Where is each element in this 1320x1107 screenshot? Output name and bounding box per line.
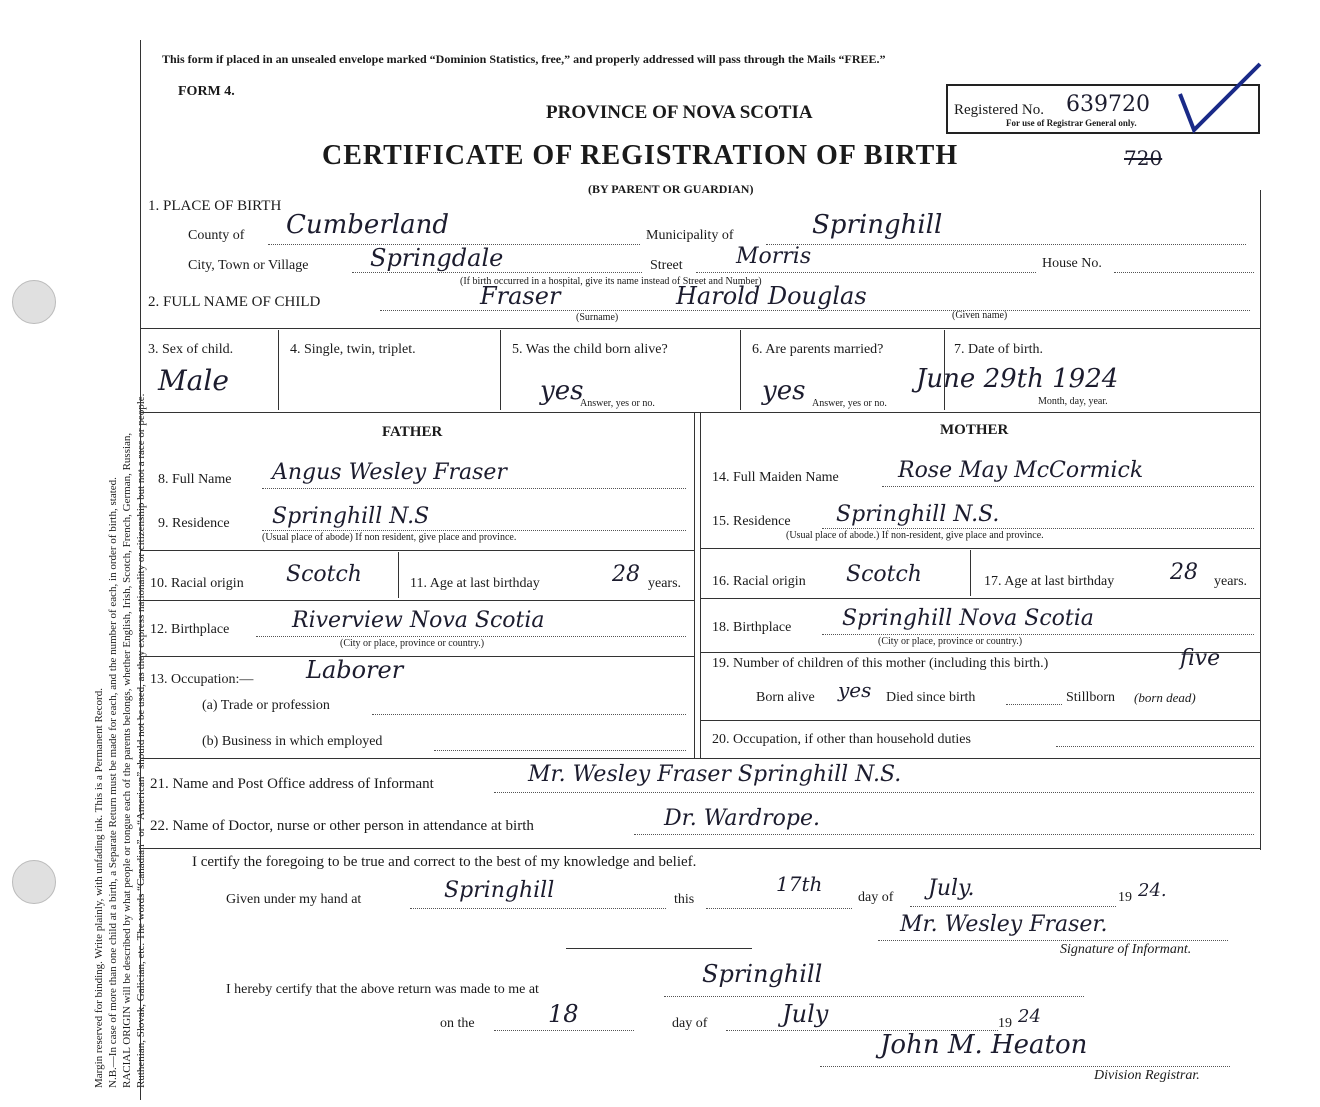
- child-name-line: [380, 310, 1250, 311]
- registrar-statement: I hereby certify that the above return was made to me at: [226, 982, 539, 997]
- mother-divider-3: [700, 652, 1260, 653]
- city-value: Springdale: [370, 244, 504, 272]
- doctor-line: [634, 834, 1254, 835]
- mother-birthplace-note: (City or place, province or country.): [878, 636, 1023, 647]
- child-given-name: Harold Douglas: [676, 282, 867, 310]
- province-heading: PROVINCE OF NOVA SCOTIA: [546, 102, 813, 123]
- given-place-line: [410, 908, 666, 909]
- father-heading: FATHER: [382, 424, 443, 440]
- dob-value: June 29th 1924: [916, 364, 1119, 394]
- father-age-years: years.: [648, 576, 682, 591]
- father-birthplace-label: 12. Birthplace: [150, 622, 230, 637]
- alive-label: 5. Was the child born alive?: [512, 342, 668, 357]
- hospital-note: (If birth occurred in a hospital, give its name instead of Street and Number): [460, 276, 762, 287]
- doctor-value: Dr. Wardrope.: [664, 806, 820, 831]
- certificate-title: CERTIFICATE OF REGISTRATION OF BIRTH: [322, 140, 959, 171]
- free-mail-notice: This form if placed in an unsealed envelope marked “Dominion Statistics, free,” and properly addressed will pass through the Mails “FREE.”: [162, 52, 886, 66]
- mother-age-label: 17. Age at last birthday: [984, 574, 1115, 589]
- city-label: City, Town or Village: [188, 258, 309, 273]
- father-business-line: [434, 750, 686, 751]
- mother-name-label: 14. Full Maiden Name: [712, 470, 839, 485]
- given-month-value: July.: [928, 876, 975, 901]
- divider-after-parents: [140, 758, 1260, 759]
- given-place-value: Springhill: [444, 878, 555, 903]
- informant-line: [494, 792, 1254, 793]
- house-line: [1114, 272, 1254, 273]
- registrar-signature-line: [820, 1066, 1230, 1067]
- father-divider-3: [140, 656, 694, 657]
- father-occupation-label: 13. Occupation:—: [150, 672, 254, 687]
- registrar-day-of-label: day of: [672, 1016, 708, 1031]
- informant-value: Mr. Wesley Fraser Springhill N.S.: [528, 762, 902, 787]
- father-birthplace-note: (City or place, province or country.): [340, 638, 485, 649]
- registrar-signature: John M. Heaton: [880, 1030, 1088, 1060]
- place-of-birth-label: 1. PLACE OF BIRTH: [148, 198, 282, 214]
- registrar-signature-label: Division Registrar.: [1094, 1068, 1200, 1083]
- given-name-note: (Given name): [952, 310, 1008, 321]
- mother-divider-4: [700, 720, 1260, 721]
- mother-age-years: years.: [1214, 574, 1248, 589]
- city-line: [352, 272, 642, 273]
- mother-birthplace-label: 18. Birthplace: [712, 620, 792, 635]
- mother-residence-value: Springhill N.S.: [836, 502, 1000, 527]
- given-under-hand-label: Given under my hand at: [226, 892, 362, 907]
- father-race-value: Scotch: [286, 562, 362, 587]
- county-label: County of: [188, 228, 245, 243]
- dob-note: Month, day, year.: [1038, 396, 1108, 407]
- divider-after-name: [140, 328, 1260, 329]
- child-name-label: 2. FULL NAME OF CHILD: [148, 294, 321, 310]
- mother-race-label: 16. Racial origin: [712, 574, 806, 589]
- sex-value: Male: [158, 364, 229, 397]
- children-count-label: 19. Number of children of this mother (including this birth.): [712, 656, 1049, 671]
- mother-name-value: Rose May McCormick: [898, 458, 1144, 483]
- father-birthplace-line: [256, 636, 686, 637]
- mother-divider-1: [700, 548, 1260, 549]
- informant-label: 21. Name and Post Office address of Informant: [150, 776, 434, 792]
- registrar-year-prefix: 19: [998, 1016, 1012, 1031]
- father-name-label: 8. Full Name: [158, 472, 232, 487]
- children-count-value: five: [1180, 646, 1221, 671]
- informant-signature-line: [878, 940, 1228, 941]
- father-divider-1: [140, 550, 694, 551]
- mother-age-divider: [970, 550, 971, 596]
- mother-residence-line: [822, 528, 1254, 529]
- multiple-birth-label: 4. Single, twin, triplet.: [290, 342, 416, 357]
- registrar-place-line: [664, 996, 1084, 997]
- street-line: [696, 272, 1036, 273]
- child-surname: Fraser: [480, 282, 561, 310]
- mother-heading: MOTHER: [940, 422, 1009, 438]
- municipality-label: Municipality of: [646, 228, 734, 243]
- registrar-separator: [566, 948, 752, 949]
- given-day-of-label: day of: [858, 890, 894, 905]
- registrar-year-value: 24: [1018, 1006, 1041, 1027]
- sex-label: 3. Sex of child.: [148, 342, 234, 357]
- born-alive-label: Born alive: [756, 690, 815, 705]
- registrar-note: For use of Registrar General only.: [1006, 118, 1137, 128]
- mother-name-line: [882, 486, 1254, 487]
- father-business-label: (b) Business in which employed: [202, 734, 383, 749]
- father-race-label: 10. Racial origin: [150, 576, 244, 591]
- mother-occupation-label: 20. Occupation, if other than household duties: [712, 732, 971, 747]
- struck-number: 720: [1124, 146, 1163, 170]
- mother-residence-note: (Usual place of abode.) If non-resident, give place and province.: [786, 530, 1044, 541]
- margin-line-2: N.B.—In case of more than one child at a birth, a Separate Return must be made for each, and the number of each, in order of birth, stated.: [107, 477, 119, 1088]
- doctor-label: 22. Name of Doctor, nurse or other person in attendance at birth: [150, 818, 534, 834]
- certify-statement: I certify the foregoing to be true and correct to the best of my knowledge and belief.: [192, 854, 697, 870]
- father-age-value: 28: [612, 562, 640, 587]
- street-value: Morris: [736, 244, 812, 269]
- county-value: Cumberland: [286, 210, 449, 240]
- given-month-line: [910, 906, 1116, 907]
- father-birthplace-value: Riverview Nova Scotia: [292, 608, 545, 633]
- street-label: Street: [650, 258, 683, 273]
- died-since-birth-label: Died since birth: [886, 690, 976, 705]
- registrar-place-value: Springhill: [702, 960, 823, 988]
- father-divider-2: [140, 600, 694, 601]
- father-age-divider: [398, 552, 399, 598]
- municipality-line: [766, 244, 1246, 245]
- given-day-value: 17th: [776, 872, 823, 896]
- registered-number: 639720: [1066, 92, 1150, 117]
- father-age-label: 11. Age at last birthday: [410, 576, 540, 591]
- father-residence-note: (Usual place of abode) If non resident, give place and province.: [262, 532, 517, 543]
- father-residence-line: [262, 530, 686, 531]
- punch-hole-bottom: [12, 860, 56, 904]
- certificate-subtitle: (BY PARENT OR GUARDIAN): [588, 182, 754, 196]
- registered-label: Registered No.: [954, 102, 1044, 118]
- municipality-value: Springhill: [812, 210, 943, 240]
- form-number: FORM 4.: [178, 84, 235, 99]
- dob-label: 7. Date of birth.: [954, 342, 1044, 357]
- margin-line-4: Ruthenian, Slovak, Galician, etc. The words “Canadian” or “American” should not be used, as they express nationality or citizenship but not a race or people.: [135, 393, 147, 1088]
- mother-divider-2: [700, 598, 1260, 599]
- this-label: this: [674, 892, 695, 907]
- born-alive-value: yes: [838, 678, 872, 702]
- father-name-value: Angus Wesley Fraser: [272, 460, 507, 485]
- registrar-day-value: 18: [548, 1000, 579, 1028]
- margin-line-1: Margin reserved for binding. Write plainly, with unfading ink. This is a Permanent Record.: [93, 688, 105, 1088]
- divider-after-doctor: [140, 848, 1260, 849]
- mother-occupation-line: [1056, 746, 1254, 747]
- father-trade-label: (a) Trade or profession: [202, 698, 330, 713]
- married-label: 6. Are parents married?: [752, 342, 884, 357]
- informant-signature: Mr. Wesley Fraser.: [900, 912, 1108, 937]
- stillborn-label: Stillborn: [1066, 690, 1116, 705]
- informant-signature-label: Signature of Informant.: [1060, 942, 1192, 957]
- married-note: Answer, yes or no.: [812, 398, 887, 409]
- registrar-day-line: [494, 1030, 634, 1031]
- house-label: House No.: [1042, 256, 1102, 271]
- mother-race-value: Scotch: [846, 562, 922, 587]
- form-left-border: [140, 40, 141, 1100]
- alive-note: Answer, yes or no.: [580, 398, 655, 409]
- col-divider-3: [740, 330, 741, 410]
- col-divider-2: [500, 330, 501, 410]
- given-year-prefix: 19: [1118, 890, 1132, 905]
- mother-age-value: 28: [1170, 560, 1198, 585]
- given-year-value: 24.: [1138, 880, 1167, 901]
- margin-line-3: RACIAL ORIGIN will be described by what people or tongue each of the parents belongs, whether English, Irish, Scotch, French, German, Russian,: [121, 432, 133, 1088]
- surname-note: (Surname): [576, 312, 619, 323]
- father-name-line: [262, 488, 686, 489]
- stillborn-note: (born dead): [1134, 690, 1196, 705]
- checkmark-icon: [1176, 58, 1266, 138]
- father-occupation-value: Laborer: [306, 656, 404, 684]
- given-day-line: [706, 908, 852, 909]
- col-divider-1: [278, 330, 279, 410]
- punch-hole-top: [12, 280, 56, 324]
- father-residence-value: Springhill N.S: [272, 504, 430, 529]
- alive-value: yes: [540, 376, 584, 406]
- married-value: yes: [762, 376, 806, 406]
- father-residence-label: 9. Residence: [158, 516, 230, 531]
- father-trade-line: [372, 714, 686, 715]
- mother-birthplace-value: Springhill Nova Scotia: [842, 606, 1094, 631]
- parents-divider-b: [700, 412, 701, 758]
- mother-residence-label: 15. Residence: [712, 514, 791, 529]
- registrar-month-value: July: [782, 1000, 829, 1028]
- died-since-birth-line: [1006, 704, 1062, 705]
- mother-birthplace-line: [822, 634, 1254, 635]
- registrar-on-label: on the: [440, 1016, 475, 1031]
- parents-divider: [694, 412, 695, 758]
- form-right-border: [1260, 190, 1261, 850]
